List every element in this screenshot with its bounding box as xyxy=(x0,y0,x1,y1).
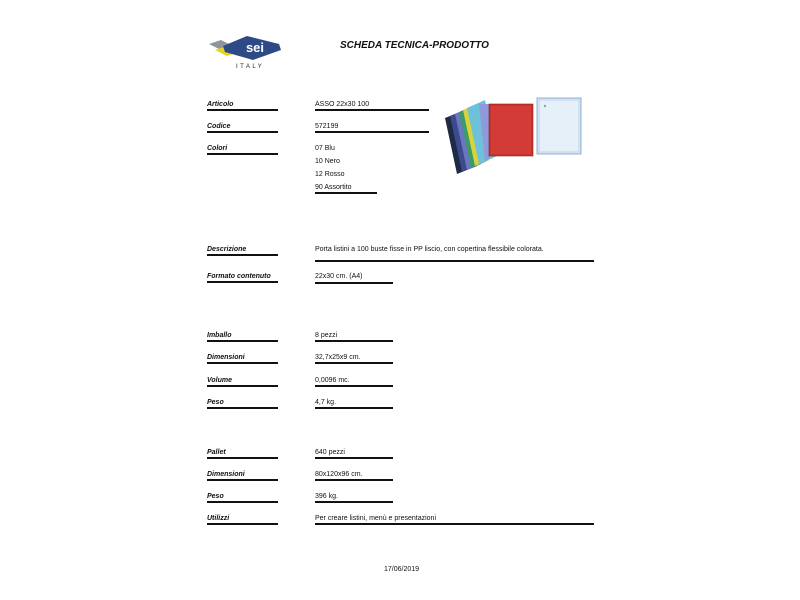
dimensioni-pallet-label-underline xyxy=(207,479,278,481)
logo-text: sei xyxy=(245,40,265,55)
descrizione-value-underline xyxy=(315,260,594,262)
imballo-label-underline xyxy=(207,340,278,342)
pallet-value-underline xyxy=(315,457,393,459)
colori-value: 10 Nero xyxy=(315,158,340,165)
colori-label-underline xyxy=(207,153,278,155)
volume-label: Volume xyxy=(207,377,233,384)
dimensioni-pallet-value-underline xyxy=(315,479,393,481)
imballo-value: 8 pezzi xyxy=(315,332,338,339)
colori-label: Colori xyxy=(207,145,228,152)
formato-label: Formato contenuto xyxy=(207,273,271,280)
articolo-label: Articolo xyxy=(207,101,234,108)
descrizione-label-underline xyxy=(207,254,278,256)
formato-value-underline xyxy=(315,282,393,284)
dimensioni-pallet-label: Dimensioni xyxy=(207,471,245,478)
codice-label-underline xyxy=(207,131,278,133)
articolo-value-underline xyxy=(315,109,429,111)
volume-label-underline xyxy=(207,385,278,387)
peso-pallet-value-underline xyxy=(315,501,393,503)
articolo-label-underline xyxy=(207,109,278,111)
utilizzi-label: Utilizzi xyxy=(207,515,230,522)
pallet-value: 640 pezzi xyxy=(315,449,345,456)
product-image xyxy=(445,96,585,176)
document-title: SCHEDA TECNICA-PRODOTTO xyxy=(340,40,489,51)
utilizzi-value-underline xyxy=(315,523,594,525)
codice-value-underline xyxy=(315,131,429,133)
peso-imballo-label-underline xyxy=(207,407,278,409)
peso-pallet-label: Peso xyxy=(207,493,224,500)
dimensioni-imballo-label-underline xyxy=(207,362,278,364)
peso-pallet-value: 396 kg. xyxy=(315,493,338,500)
colori-value: 90 Assortito xyxy=(315,184,352,191)
dimensioni-imballo-value: 32,7x25x9 cm. xyxy=(315,354,361,361)
dimensioni-pallet-value: 80x120x96 cm. xyxy=(315,471,363,478)
peso-imballo-label: Peso xyxy=(207,399,224,406)
articolo-value: ASSO 22x30 100 xyxy=(315,101,370,108)
volume-value: 0,0096 mc. xyxy=(315,377,350,384)
imballo-value-underline xyxy=(315,340,393,342)
colori-value-underline xyxy=(315,192,377,194)
colori-value: 07 Blu xyxy=(315,145,335,152)
codice-label: Codice xyxy=(207,123,231,130)
descrizione-value: Porta listini a 100 buste fisse in PP liscio, con copertina flessibile colorata. xyxy=(315,246,544,253)
folder-stack xyxy=(445,100,533,174)
dimensioni-imballo-value-underline xyxy=(315,362,393,364)
pallet-label: Pallet xyxy=(207,449,226,456)
peso-imballo-value: 4,7 kg. xyxy=(315,399,337,406)
pallet-label-underline xyxy=(207,457,278,459)
peso-pallet-label-underline xyxy=(207,501,278,503)
footer-date: 17/06/2019 xyxy=(384,566,420,573)
utilizzi-label-underline xyxy=(207,523,278,525)
imballo-label: Imballo xyxy=(207,332,232,339)
utilizzi-value: Per creare listini, menù e presentazioni xyxy=(315,515,437,522)
dimensioni-imballo-label: Dimensioni xyxy=(207,354,245,361)
peso-imballo-value-underline xyxy=(315,407,393,409)
logo-subtext: ITALY xyxy=(236,64,265,70)
codice-value: 572199 xyxy=(315,123,339,130)
descrizione-label: Descrizione xyxy=(207,246,247,253)
formato-value: 22x30 cm. (A4) xyxy=(315,273,363,280)
colori-value: 12 Rosso xyxy=(315,171,345,178)
formato-label-underline xyxy=(207,281,278,283)
volume-value-underline xyxy=(315,385,393,387)
